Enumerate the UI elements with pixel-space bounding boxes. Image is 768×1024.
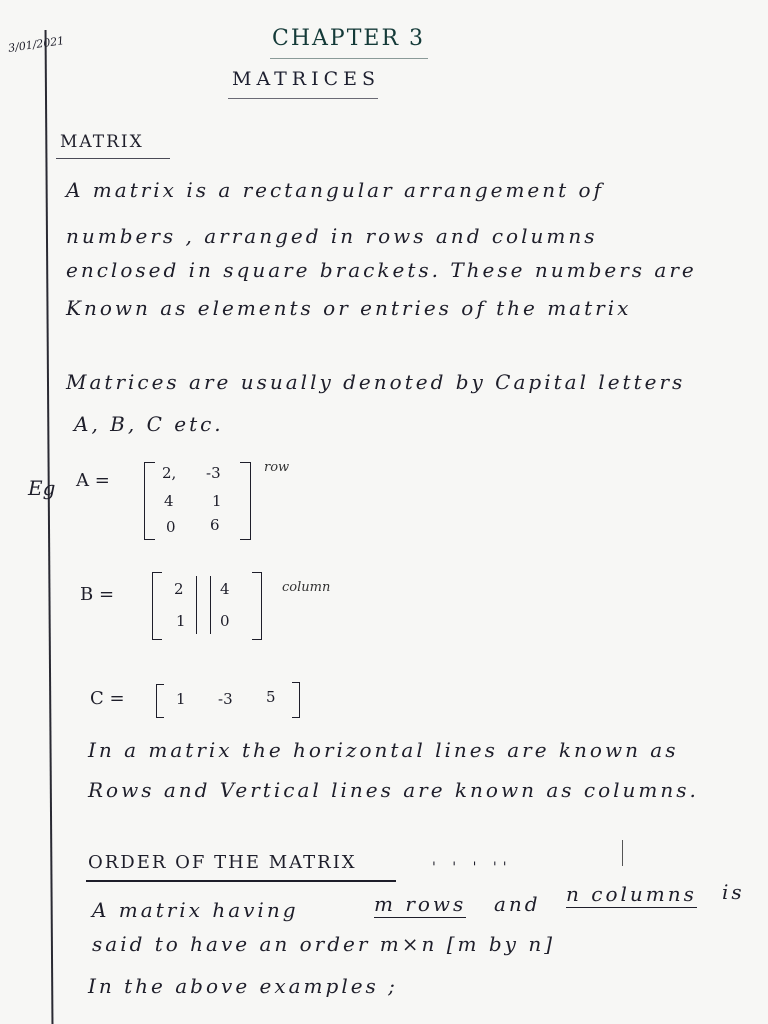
matrix-b-cell: 0 xyxy=(220,612,230,630)
matrix-a-note: row xyxy=(264,460,290,475)
matrix-c-cell: 5 xyxy=(266,688,276,706)
matrix-a-label: A = xyxy=(76,470,110,491)
matrix-b-right-bracket xyxy=(252,572,262,640)
matrix-c-cell: 1 xyxy=(176,690,186,708)
matrix-a-cell: 2, xyxy=(162,464,177,482)
definition-line-1: A matrix is a rectangular arrangement of xyxy=(66,178,604,202)
matrix-a-cell: 6 xyxy=(210,516,220,534)
section-heading-underline xyxy=(56,158,170,159)
section-heading: MATRIX xyxy=(60,132,144,152)
matrix-b-left-bracket xyxy=(152,572,162,640)
matrix-a-cell: 0 xyxy=(166,518,176,536)
rows-columns-line-1: In a matrix the horizontal lines are known as xyxy=(88,738,679,762)
order-line-1-start: A matrix having xyxy=(92,898,299,922)
chapter-title: CHAPTER 3 xyxy=(272,26,425,51)
matrix-b-note: column xyxy=(282,580,331,595)
order-heading: ORDER OF THE MATRIX xyxy=(88,852,357,873)
matrix-b-cell: 2 xyxy=(174,580,184,598)
order-line-1-and: and xyxy=(494,892,541,916)
notation-line-1: Matrices are usually denoted by Capital letters xyxy=(66,370,686,394)
matrix-b-label: B = xyxy=(80,584,115,605)
matrix-c-label: C = xyxy=(90,688,125,709)
matrix-a-left-bracket xyxy=(144,462,155,540)
matrix-a-cell: -3 xyxy=(206,464,221,482)
date-note: 3/01/2021 xyxy=(7,34,66,55)
matrix-b-cell: 4 xyxy=(220,580,230,598)
notation-line-2: A, B, C etc. xyxy=(74,412,224,436)
definition-line-3: enclosed in square brackets. These numbers are xyxy=(66,258,697,282)
order-heading-underline xyxy=(86,880,396,882)
order-line-2: said to have an order m×n [m by n] xyxy=(92,932,556,956)
topic-title: MATRICES xyxy=(232,68,381,90)
chapter-underline xyxy=(270,58,428,59)
matrix-a-cell: 1 xyxy=(212,492,222,510)
matrix-b-cell: 1 xyxy=(176,612,186,630)
matrix-a-cell: 4 xyxy=(164,492,174,510)
order-line-1-columns: n columns xyxy=(566,882,697,906)
notebook-margin-line xyxy=(45,30,54,1024)
example-label: Eg xyxy=(28,476,56,500)
margin-ticks: ' ' ' '' xyxy=(432,860,513,876)
order-line-3: In the above examples ; xyxy=(88,974,398,998)
matrix-c-cell: -3 xyxy=(218,690,233,708)
order-line-1-end: is xyxy=(722,880,745,904)
matrix-c-right-bracket xyxy=(292,682,300,718)
matrix-b-column-divider xyxy=(196,576,197,634)
matrix-a-right-bracket xyxy=(240,462,251,540)
definition-line-4: Known as elements or entries of the matrix xyxy=(66,296,632,320)
order-line-1-rows: m rows xyxy=(374,892,467,916)
matrix-b-column-divider xyxy=(210,576,211,634)
matrix-c-left-bracket xyxy=(156,684,164,718)
topic-underline xyxy=(228,98,378,99)
pen-mark xyxy=(622,840,623,866)
rows-columns-line-2: Rows and Vertical lines are known as columns. xyxy=(88,778,699,802)
definition-line-2: numbers , arranged in rows and columns xyxy=(66,224,598,248)
